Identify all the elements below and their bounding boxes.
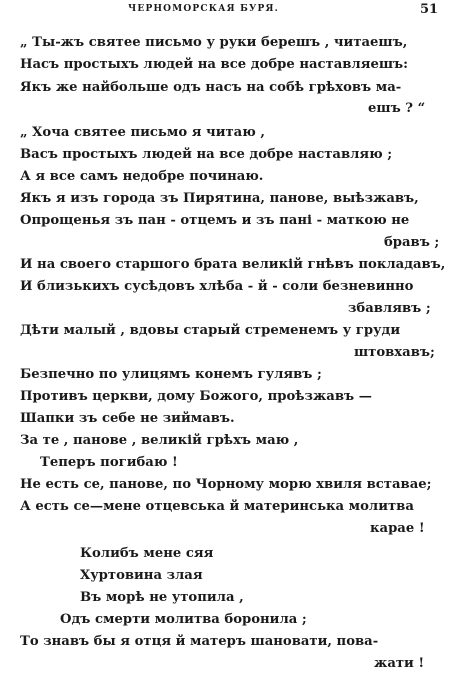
text-line: Якъ я изъ города зъ Пирятина, панове, выѣзжавъ, [20, 191, 419, 206]
text-line: Шапки зъ себе не зиймавъ. [20, 411, 235, 426]
text-line: За те , панове , великій грѣхъ маю , [20, 433, 299, 448]
text-line: А есть се—мене отцевська й материнська молитва [20, 499, 414, 514]
text-line: „ Ты-жъ святее письмо у руки берешъ , читаешъ, [20, 35, 408, 50]
text-line: Якъ же найбольше одъ насъ на собѣ грѣховъ ма- [20, 80, 402, 95]
text-line: Колибъ мене сяя [80, 546, 214, 561]
page-number: 51 [420, 2, 439, 17]
text-line: Опрощенья зъ пан - отцемъ и зъ пані - маткою не [20, 213, 410, 228]
text-line: Васъ простыхъ людей на все добре наставляю ; [20, 147, 393, 162]
text-line: збавлявъ ; [348, 301, 431, 316]
text-line: штовхавъ; [354, 345, 435, 360]
text-line: Въ морѣ не утопила , [80, 590, 244, 605]
text-line: Дѣти малый , вдовы старый стременемъ у груди [20, 323, 401, 338]
text-line: Не есть се, панове, по Чорному морю хвиля вставае; [20, 477, 432, 492]
running-head: ЧЕРНОМОРСКАЯ БУРЯ. [128, 4, 279, 14]
text-line: „ Хоча святее письмо я читаю , [20, 125, 265, 140]
text-line: Одъ смерти молитва боронила ; [60, 612, 307, 627]
text-line: Теперъ погибаю ! [40, 455, 178, 470]
text-line: ешъ ? “ [368, 101, 426, 116]
text-line: Хуртовина злая [80, 568, 203, 583]
text-line: То знавъ бы я отця й матеръ шановати, пова- [20, 634, 379, 649]
text-line: жати ! [374, 656, 425, 671]
text-line: карае ! [370, 521, 425, 536]
text-line: Противъ церкви, дому Божого, проѣзжавъ — [20, 389, 372, 404]
text-line: И на своего старшого брата великій гнѣвъ покладавъ, [20, 257, 446, 272]
text-line: Насъ простыхъ людей на все добре наставляешъ: [20, 57, 409, 72]
text-line: Безпечно по улицямъ конемъ гулявъ ; [20, 367, 322, 382]
text-line: бравъ ; [384, 235, 440, 250]
text-line: А я все самъ недобре починаю. [20, 169, 264, 184]
text-line: И близькихъ сусѣдовъ хлѣба - й - соли безневинно [20, 279, 414, 294]
